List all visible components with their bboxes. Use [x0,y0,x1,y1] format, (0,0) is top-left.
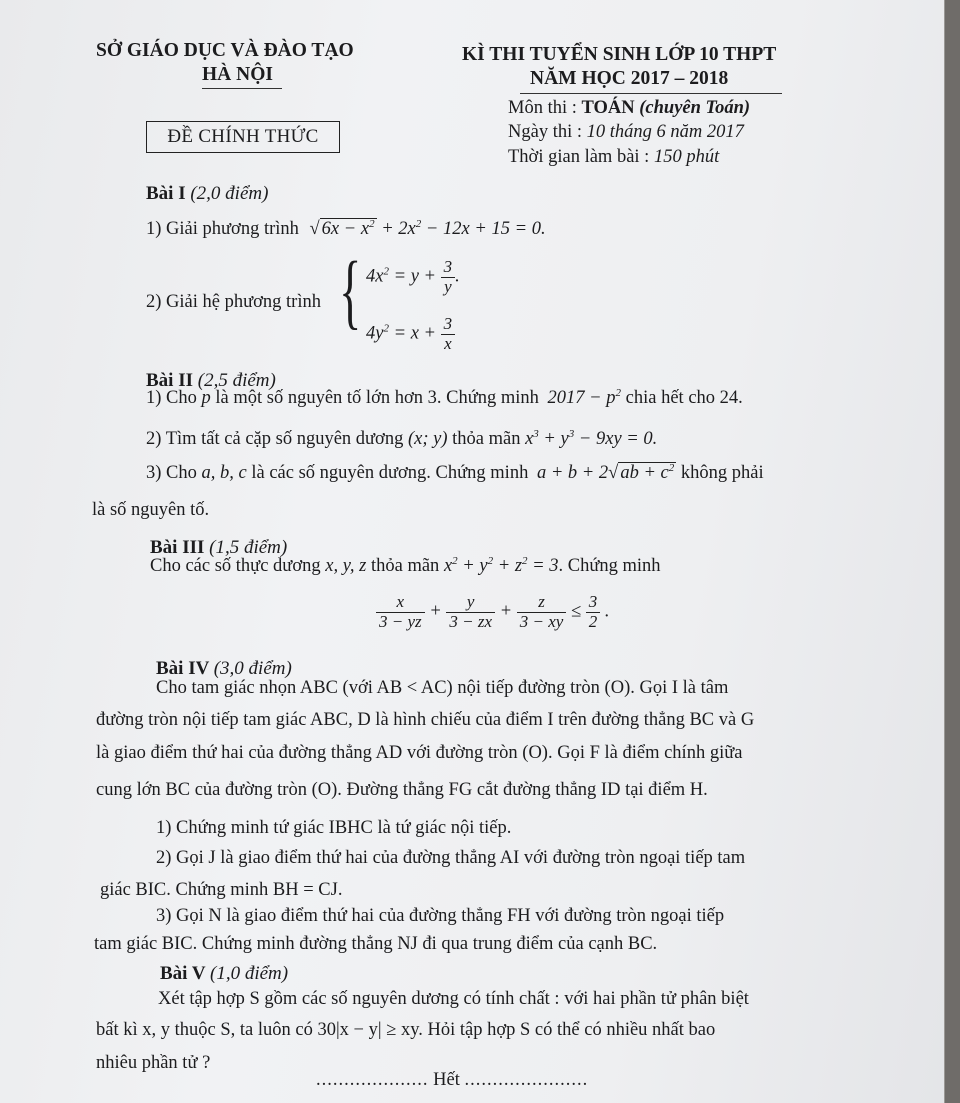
problem-4-2: 2) Gọi J là giao điểm thứ hai của đường thẳng AI với đường tròn ngoại tiếp tam [156,848,746,868]
problem-3-text: Cho các số thực dương x, y, z thỏa mãn $x^2 + y^2 + z^2 = 3$. Chứng minh [150,555,661,577]
problem-4-line-1: Cho tam giác nhọn ABC (với AB < AC) nội tiếp đường tròn (O). Gọi I là tâm [156,678,729,698]
city-name: HÀ NỘI [202,64,273,85]
system-equation-1: $4x^2 = y$ + $\frac{3}{y}$ . [366,257,460,296]
problem-5-line-3: nhiêu phần tử ? [96,1053,211,1073]
problem-2-2: 2) Tìm tất cả cặp số nguyên dương (x; y) thỏa mãn $x^3 + y^3 - 9xy = 0$. [146,428,658,450]
system-brace: { [339,245,362,338]
official-exam-box: ĐỀ CHÍNH THỨC [146,121,340,153]
problem-1-1: 1) Giải phương trình √ $6x - x^2 + 2x^2 - 12x + 15 = 0$. [146,218,546,240]
time-line: Thời gian làm bài : 150 phút [508,147,720,167]
subject-line: Môn thi : TOÁN (chuyên Toán) [508,98,751,118]
school-year: NĂM HỌC 2017 – 2018 [530,68,729,89]
year-underline [520,93,782,94]
problem-4-line-3: là giao điểm thứ hai của đường thẳng AD với đường tròn (O). Gọi F là điểm chính giữa [96,743,743,763]
exam-title: KÌ THI TUYỂN SINH LỚP 10 THPT [462,44,777,65]
department-name: SỞ GIÁO DỤC VÀ ĐÀO TẠO [96,40,354,61]
city-underline [202,88,282,89]
problem-4-line-2: đường tròn nội tiếp tam giác ABC, D là hình chiếu của điểm I trên đường thẳng BC và G [96,710,755,730]
section-5-heading: Bài V (1,0 điểm) [160,963,289,984]
system-equation-2: $4y^2 = x$ + $\frac{3}{x}$ [366,315,455,353]
end-marker: .................... Hết ...................... [316,1070,589,1090]
problem-2-3-cont: là số nguyên tố. [92,500,210,520]
problem-5-line-1: Xét tập hợp S gồm các số nguyên dương có tính chất : với hai phần tử phân biệt [158,989,749,1009]
problem-4-1: 1) Chứng minh tứ giác IBHC là tứ giác nội tiếp. [156,818,512,838]
problem-2-1: 1) Cho p là một số nguyên tố lớn hơn 3. Chứng minh $2017 - p^2$ chia hết cho 24. [146,387,743,409]
problem-5-line-2: bất kì x, y thuộc S, ta luôn có 30|x − y| ≥ xy. Hỏi tập hợp S có thể có nhiều nhất bao [96,1020,716,1040]
problem-4-2-cont: giác BIC. Chứng minh BH = CJ. [100,880,343,900]
problem-1-2-label: 2) Giải hệ phương trình [146,292,321,312]
problem-4-line-4: cung lớn BC của đường tròn (O). Đường thẳng FG cắt đường thẳng ID tại điểm H. [96,780,708,800]
section-2-heading: Bài II (2,5 điểm) [146,370,276,391]
date-line: Ngày thi : 10 tháng 6 năm 2017 [508,122,744,142]
section-3-heading: Bài III (1,5 điểm) [150,537,288,558]
problem-4-3: 3) Gọi N là giao điểm thứ hai của đường thẳng FH với đường tròn ngoại tiếp [156,906,725,926]
problem-2-3: 3) Cho a, b, c là các số nguyên dương. Chứng minh a + b + 2√ ab + $c^2$ không phải [146,462,764,484]
section-4-heading: Bài IV (3,0 điểm) [156,658,292,679]
problem-4-3-cont: tam giác BIC. Chứng minh đường thẳng NJ đi qua trung điểm của cạnh BC. [94,934,658,954]
section-1-heading: Bài I (2,0 điểm) [146,183,269,204]
inequality: $\frac{x}{3 - yz}$ + $\frac{y}{3 - zx}$ + $\frac{z}{3 - xy}$ ≤ $\frac{3}{2}$ . [376,593,609,631]
